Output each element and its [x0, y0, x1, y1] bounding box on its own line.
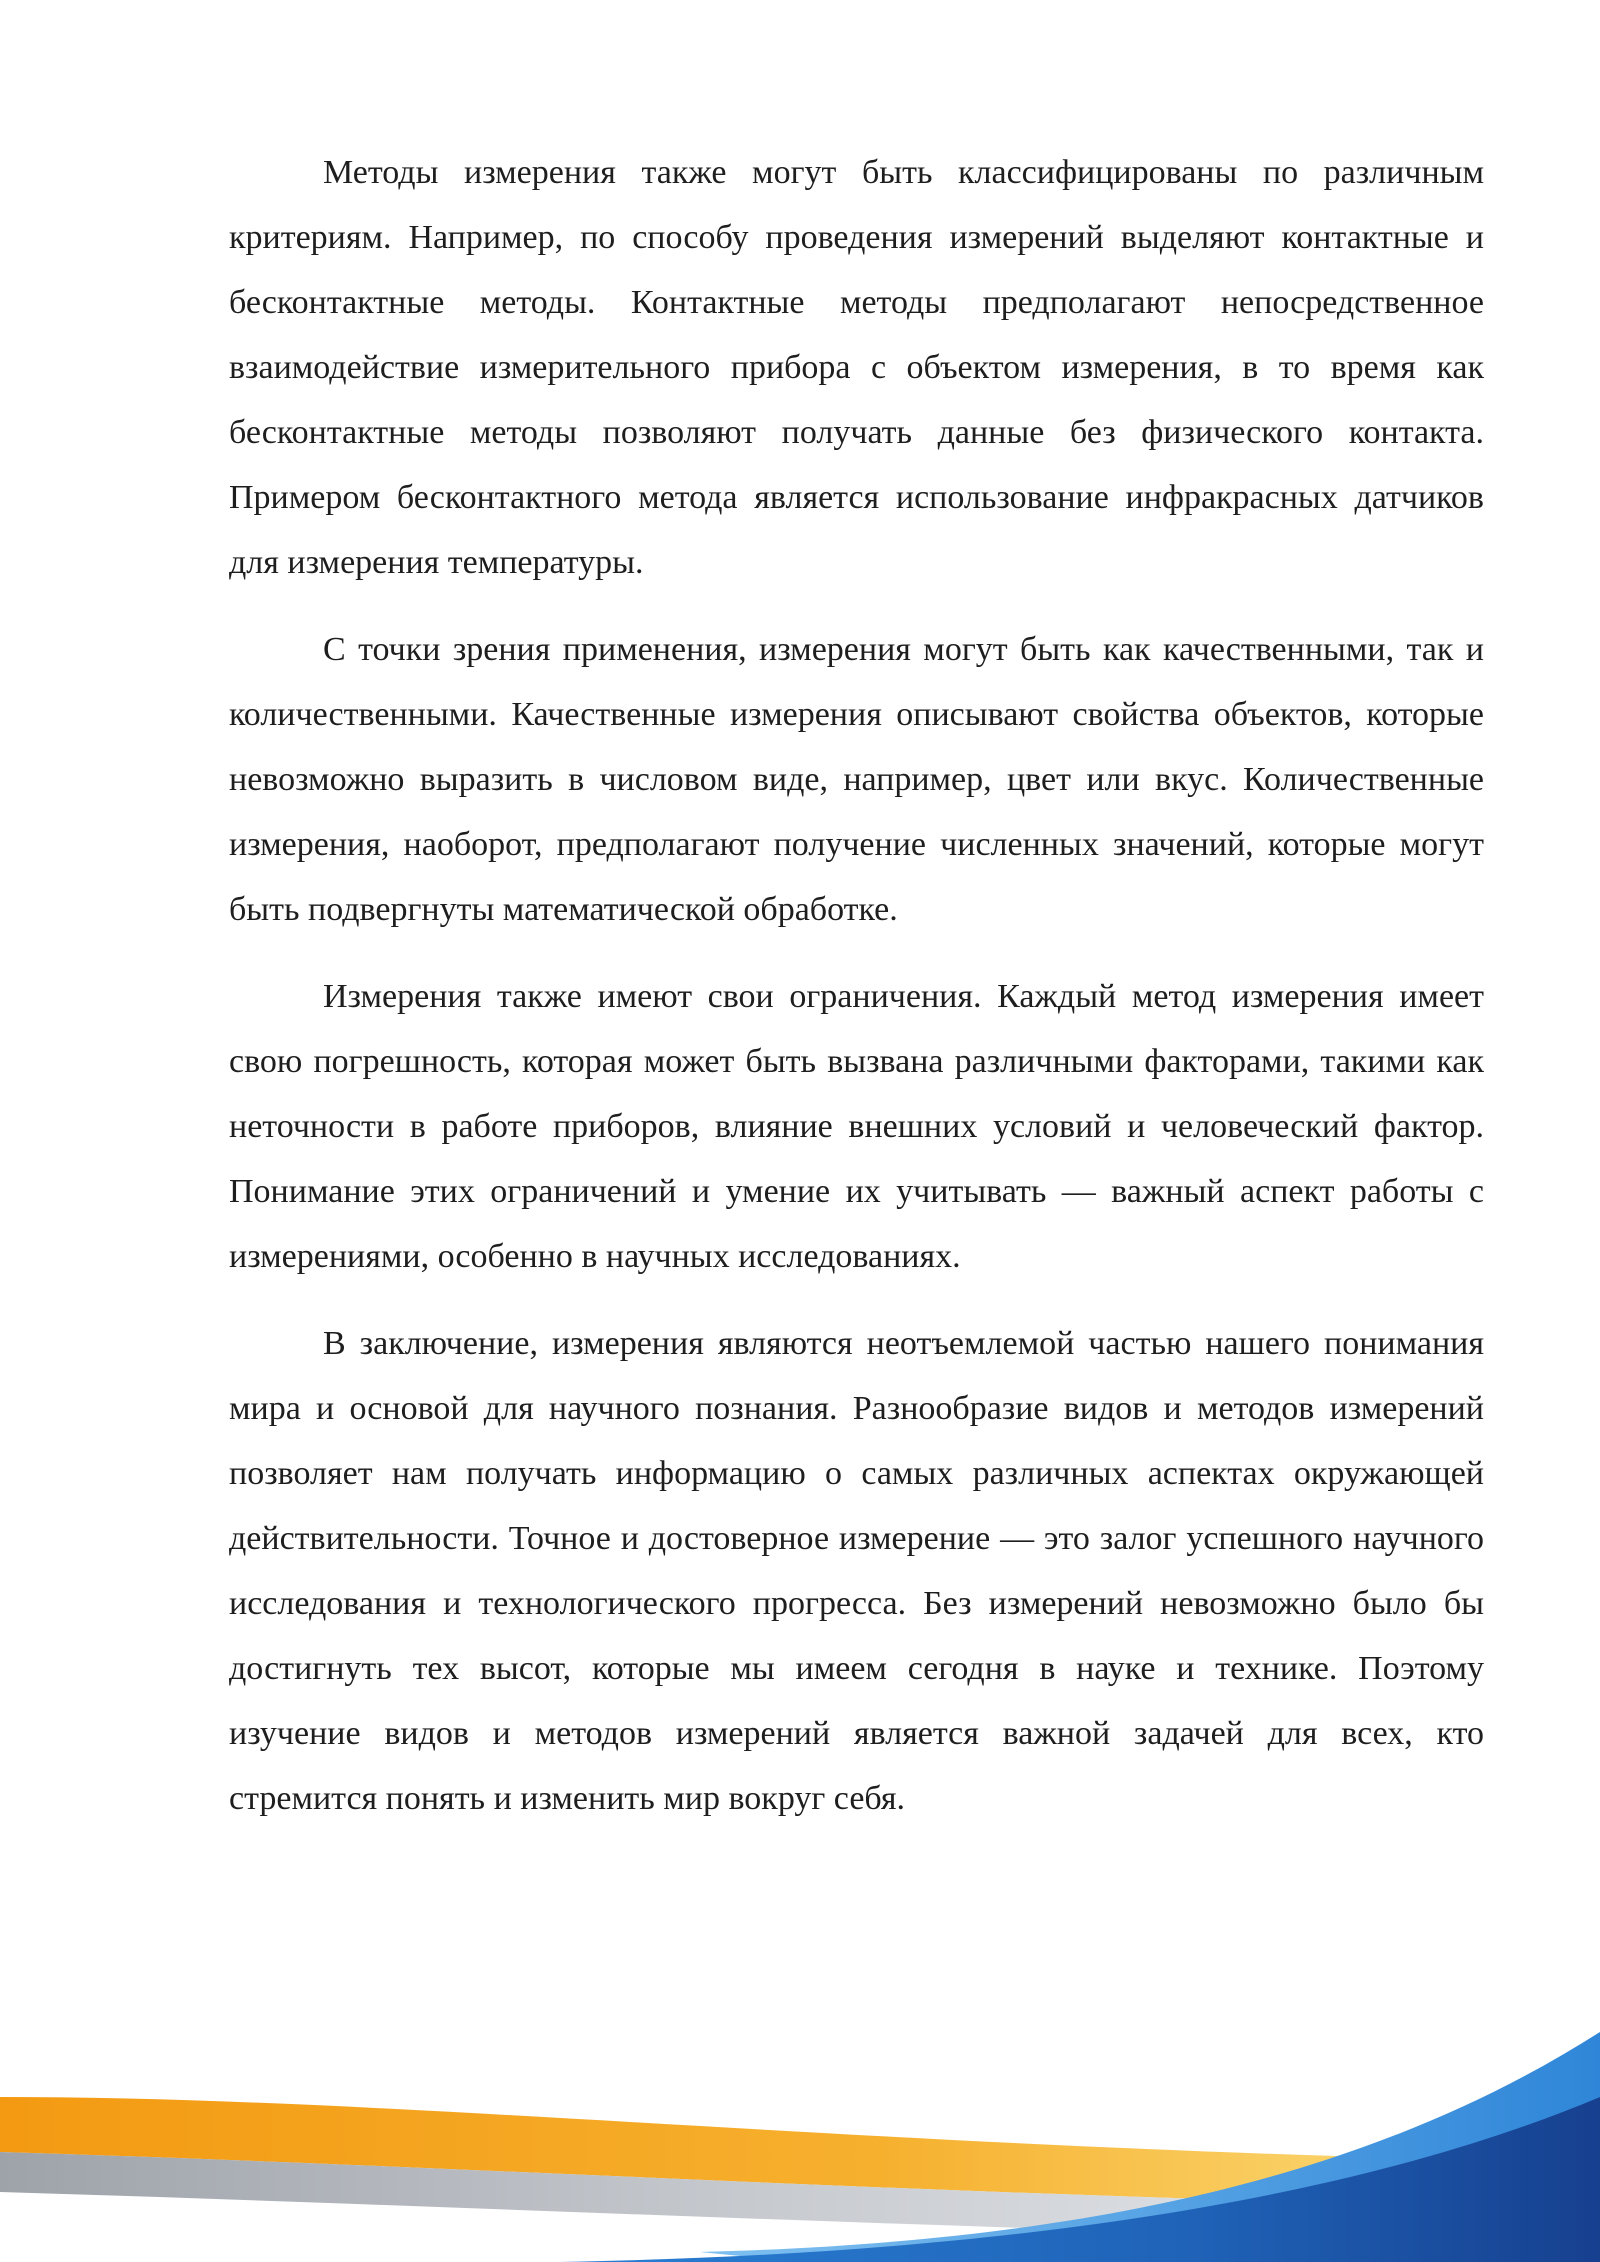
- paragraph-conclusion: В заключение, измерения являются неотъемлемой частью нашего понимания мира и основой для научного познания. Разнообразие видов и методов измерений позволяет нам получать информацию о самых различных аспектах окружающей действительности. Точное и достоверное измерение — это залог успешного научного исследования и технологического прогресса. Без измерений невозможно было бы достигнуть тех высот, которые мы имеем сегодня в науке и технике. Поэтому изучение видов и методов измерений является важной задачей для всех, кто стремится понять и изменить мир вокруг себя.: [229, 1325, 1484, 1817]
- paragraph-measurement-methods: Методы измерения также могут быть классифицированы по различным критериям. Например, по способу проведения измерений выделяют контактные и бесконтактные методы. Контактные методы предполагают непосредственное взаимодействие измерительного прибора с объектом измерения, в то время как бесконтактные методы позволяют получать данные без физического контакта. Примером бесконтактного метода является использование инфракрасных датчиков для измерения температуры.: [229, 154, 1484, 581]
- paragraph-limitations: Измерения также имеют свои ограничения. Каждый метод измерения имеет свою погрешность, которая может быть вызвана различными факторами, такими как неточности в работе приборов, влияние внешних условий и человеческий фактор. Понимание этих ограничений и умение их учитывать — важный аспект работы с измерениями, особенно в научных исследованиях.: [229, 978, 1484, 1275]
- document-body: [229, 140, 1484, 1853]
- footer-wave-decoration: [0, 2002, 1600, 2262]
- paragraph-qualitative-quantitative: С точки зрения применения, измерения могут быть как качественными, так и количественными. Качественные измерения описывают свойства объектов, которые невозможно выразить в числовом виде, например, цвет или вкус. Количественные измерения, наоборот, предполагают получение численных значений, которые могут быть подвергнуты математической обработке.: [229, 631, 1484, 928]
